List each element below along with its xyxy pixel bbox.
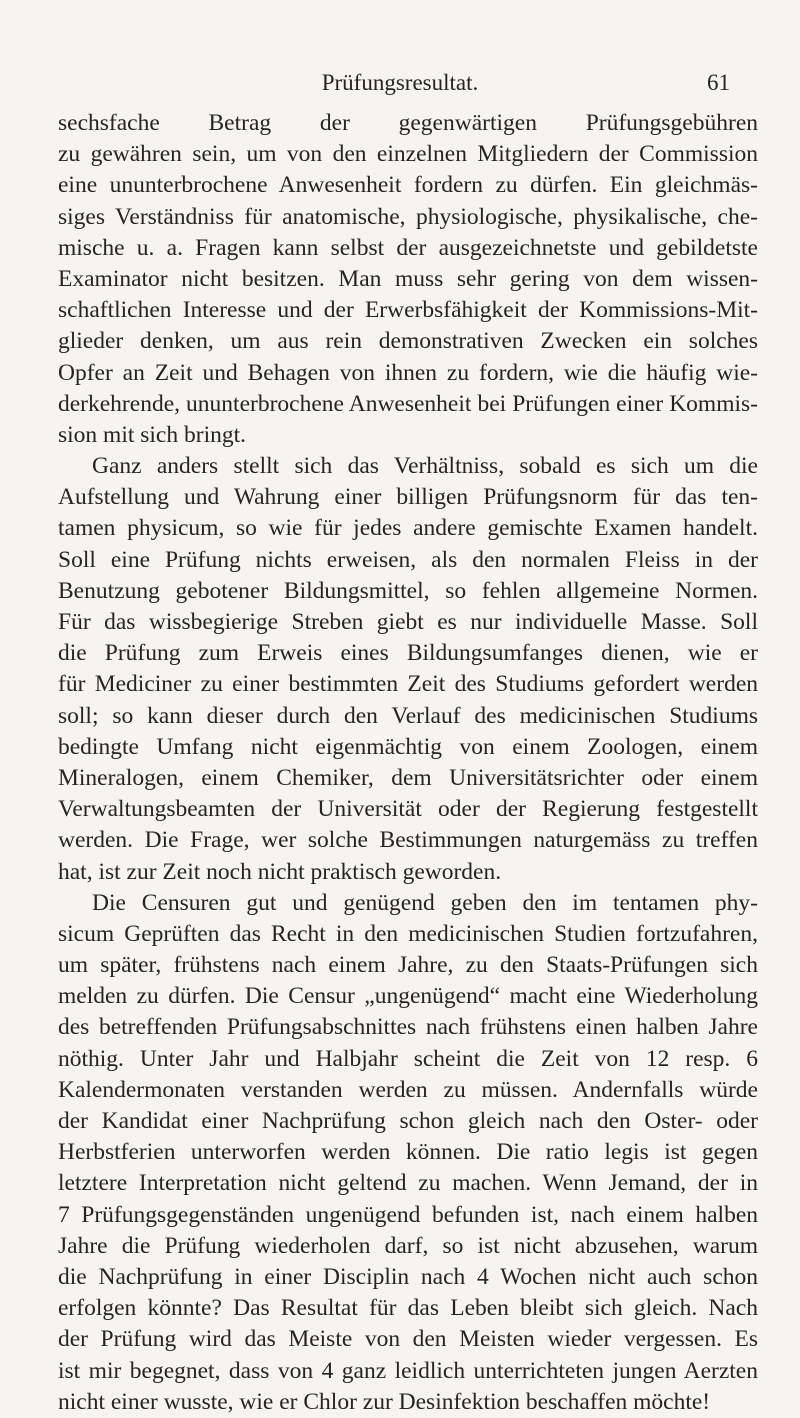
running-title: Prüfungsresultat. xyxy=(321,70,479,95)
text-line: Die Censuren gut und genügend geben den im tentamen phy- xyxy=(92,889,758,916)
text-line: Aufstellung und Wahrung einer billigen Prüfungsnorm für das ten- xyxy=(58,484,758,511)
text-line: schaftlichen Interesse und der Erwerbsfähigkeit der Kommissions-Mit- xyxy=(58,297,758,324)
text-line: Verwaltungsbeamten der Universität oder der Regierung festgestellt xyxy=(58,796,758,823)
text-line: Examinator nicht besitzen. Man muss sehr gering von dem wissen- xyxy=(58,265,758,292)
text-line: eine ununterbrochene Anwesenheit fordern zu dürfen. Ein gleichmäs- xyxy=(58,172,758,199)
text-line: Benutzung gebotener Bildungsmittel, so fehlen allgemeine Normen. xyxy=(58,577,758,604)
text-line: Mineralogen, einem Chemiker, dem Universitätsrichter oder einem xyxy=(58,764,758,791)
text-line: ist mir begegnet, dass von 4 ganz leidlich unterrichteten jungen Aerzten xyxy=(58,1357,758,1384)
text-line: melden zu dürfen. Die Censur „ungenügend“ macht eine Wiederholung xyxy=(58,983,758,1010)
text-line: tamen physicum, so wie für jedes andere gemischte Examen handelt. xyxy=(58,515,758,542)
text-line: Für das wissbegierige Streben giebt es nur individuelle Masse. Soll xyxy=(58,609,758,635)
text-line: für Mediciner zu einer bestimmten Zeit des Studiums gefordert werden xyxy=(58,671,758,698)
text-line: erfolgen könnte? Das Resultat für das Leben bleibt sich gleich. Nach xyxy=(58,1295,758,1322)
text-line: der Kandidat einer Nachprüfung schon gleich nach den Oster- oder xyxy=(58,1108,758,1134)
page-header xyxy=(0,70,800,102)
text-line: sion mit sich bringt. xyxy=(58,421,246,448)
text-line: Jahre die Prüfung wiederholen darf, so ist nicht abzusehen, warum xyxy=(58,1232,758,1259)
page-number: 61 xyxy=(707,70,730,95)
text-line: die Nachprüfung in einer Disciplin nach 4 Wochen nicht auch schon xyxy=(58,1263,758,1290)
text-line: werden. Die Frage, wer solche Bestimmungen naturgemäss zu treffen xyxy=(58,827,758,854)
text-line: Opfer an Zeit und Behagen von ihnen zu fordern, wie die häufig wie- xyxy=(58,359,758,386)
text-line: des betreffenden Prüfungsabschnittes nach frühstens einen halben Jahre xyxy=(58,1014,758,1041)
text-line: nicht einer wusste, wie er Chlor zur Desinfektion beschaffen möchte! xyxy=(58,1388,711,1415)
text-line: bedingte Umfang nicht eigenmächtig von einem Zoologen, einem xyxy=(58,733,758,760)
text-line: siges Verständniss für anatomische, physiologische, physikalische, che- xyxy=(58,203,758,230)
text-line: hat, ist zur Zeit noch nicht praktisch geworden. xyxy=(58,858,502,885)
text-line: Soll eine Prüfung nichts erweisen, als den normalen Fleiss in der xyxy=(58,546,758,573)
text-line: letztere Interpretation nicht geltend zu machen. Wenn Jemand, der in xyxy=(58,1170,758,1197)
text-line: sicum Geprüften das Recht in den medicinischen Studien fortzufahren, xyxy=(58,920,758,947)
text-line: Ganz anders stellt sich das Verhältniss, sobald es sich um die xyxy=(92,453,758,480)
body-text xyxy=(58,108,758,1418)
text-line: derkehrende, ununterbrochene Anwesenheit bei Prüfungen einer Kommis- xyxy=(58,390,758,417)
text-line: glieder denken, um aus rein demonstrativen Zwecken ein solches xyxy=(58,328,758,355)
text-line: zu gewähren sein, um von den einzelnen Mitgliedern der Commission xyxy=(58,141,758,168)
text-line: sechsfache Betrag der gegenwärtigen Prüfungsgebühren xyxy=(58,110,758,136)
text-line: mische u. a. Fragen kann selbst der ausgezeichnetste und gebildetste xyxy=(58,234,758,261)
text-line: nöthig. Unter Jahr und Halbjahr scheint die Zeit von 12 resp. 6 xyxy=(58,1045,758,1072)
text-line: Herbstferien unterworfen werden können. Die ratio legis ist gegen xyxy=(58,1139,758,1166)
text-line: der Prüfung wird das Meiste von den Meisten wieder vergessen. Es xyxy=(58,1326,758,1353)
text-line: die Prüfung zum Erweis eines Bildungsumfanges dienen, wie er xyxy=(58,640,758,667)
text-line: um später, frühstens nach einem Jahre, zu den Staats-Prüfungen sich xyxy=(58,952,758,979)
text-line: 7 Prüfungsgegenständen ungenügend befunden ist, nach einem halben xyxy=(58,1201,758,1228)
text-line: soll; so kann dieser durch den Verlauf des medicinischen Studiums xyxy=(58,702,758,729)
text-line: Kalendermonaten verstanden werden zu müssen. Andernfalls würde xyxy=(58,1076,758,1103)
